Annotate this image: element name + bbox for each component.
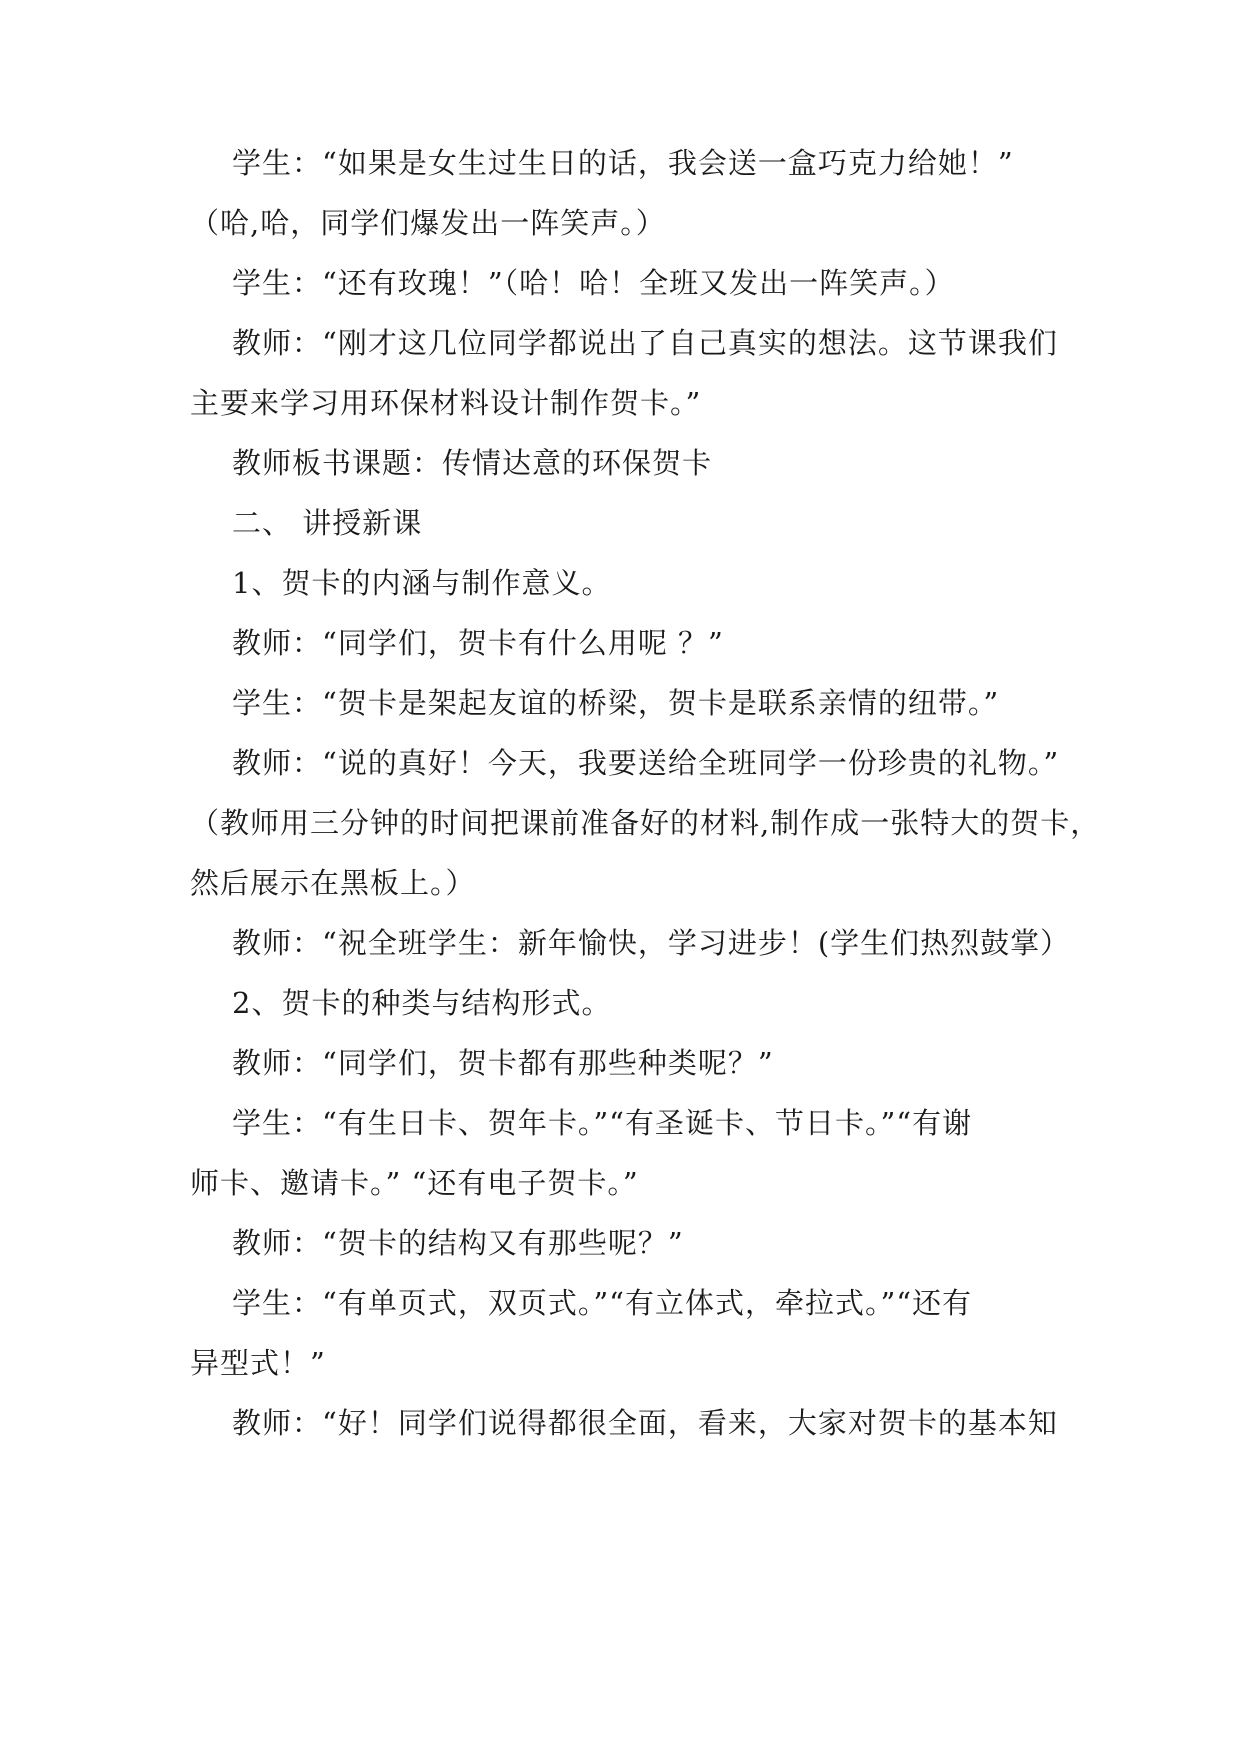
text-line: 教师：“说的真好！今天，我要送给全班同学一份珍贵的礼物。”	[232, 746, 1060, 780]
text-line: （教师用三分钟的时间把课前准备好的材料,制作成一张特大的贺卡，	[190, 806, 1101, 840]
subsection-heading: 1、贺卡的内涵与制作意义。	[232, 566, 612, 600]
text-line: 教师：“好！同学们说得都很全面，看来，大家对贺卡的基本知	[232, 1406, 1058, 1440]
section-heading: 二、 讲授新课	[232, 506, 423, 540]
text-line: 学生：“还有玫瑰！”（哈！哈！全班又发出一阵笑声。）	[232, 266, 955, 300]
text-line: 然后展示在黑板上。）	[190, 866, 476, 900]
text-line: 学生：“有单页式，双页式。”“有立体式，牵拉式。”“还有	[232, 1286, 973, 1320]
text-line: 教师：“祝全班学生：新年愉快，学习进步！(学生们热烈鼓掌）	[232, 926, 1071, 960]
text-line: 教师：“同学们，贺卡有什么用呢 ？”	[232, 626, 724, 660]
text-line: 异型式！”	[190, 1346, 326, 1380]
text-line: 学生：“如果是女生过生日的话，我会送一盒巧克力给她！”	[232, 146, 1014, 180]
text-line: 教师：“刚才这几位同学都说出了自己真实的想法。这节课我们	[232, 326, 1058, 360]
text-line: 学生：“有生日卡、贺年卡。”“有圣诞卡、节日卡。”“有谢	[232, 1106, 973, 1140]
subsection-heading: 2、贺卡的种类与结构形式。	[232, 986, 612, 1020]
text-line: （哈,哈，同学们爆发出一阵笑声。）	[190, 206, 666, 240]
text-line: 教师：“贺卡的结构又有那些呢？”	[232, 1226, 684, 1260]
text-line: 师卡、邀请卡。” “还有电子贺卡。”	[190, 1166, 639, 1200]
text-line: 教师：“同学们，贺卡都有那些种类呢？”	[232, 1046, 774, 1080]
text-line: 主要来学习用环保材料设计制作贺卡。”	[190, 386, 702, 420]
text-line: 教师板书课题：传情达意的环保贺卡	[232, 446, 713, 480]
text-line: 学生：“贺卡是架起友谊的桥梁，贺卡是联系亲情的纽带。”	[232, 686, 1000, 720]
